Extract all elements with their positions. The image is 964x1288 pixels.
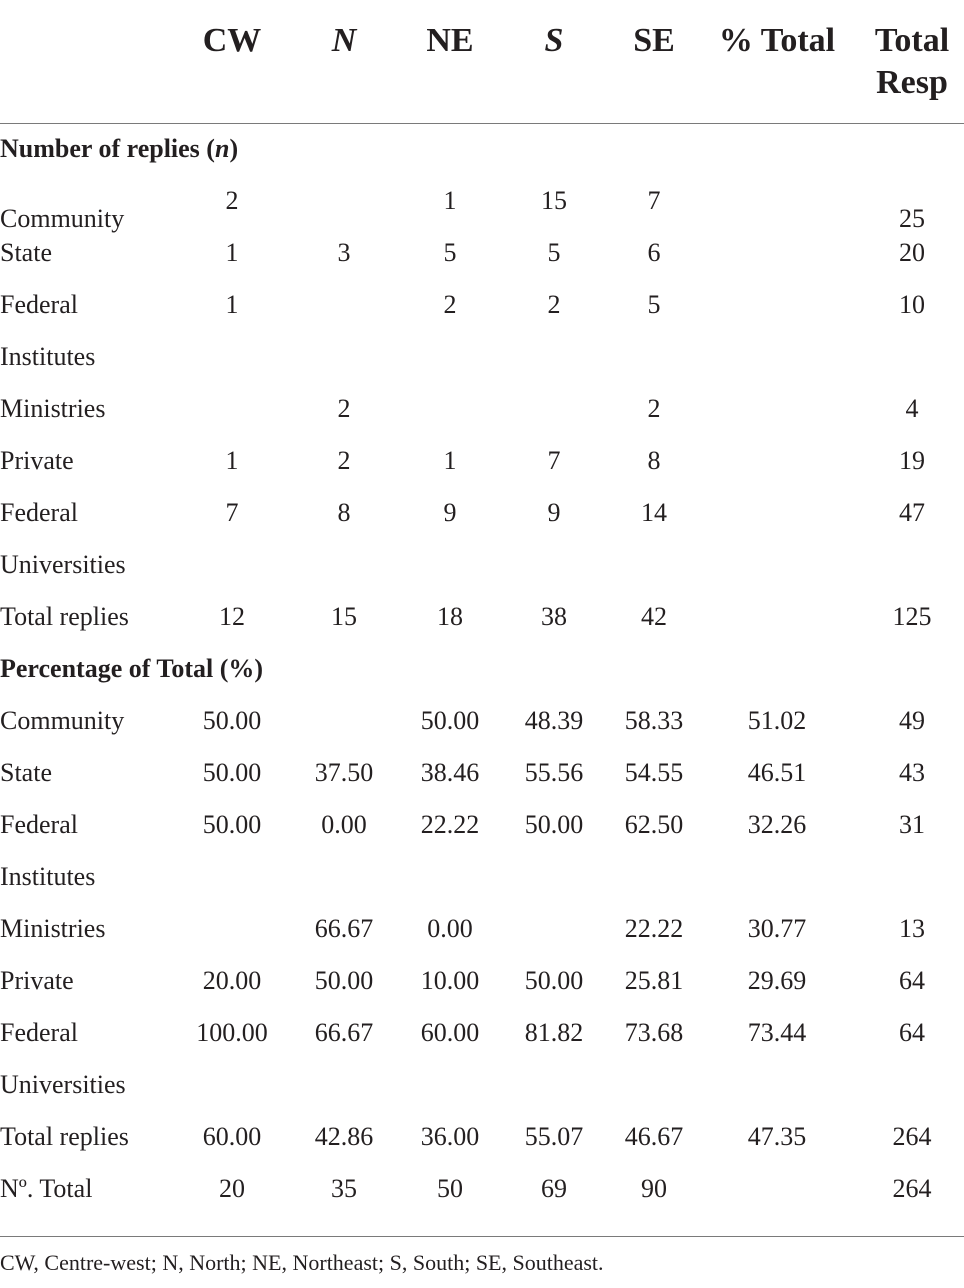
table-cell: 15 <box>541 186 567 215</box>
table-cell: 35 <box>331 1174 357 1203</box>
table-cell: 2 <box>337 394 351 423</box>
table-cell: 20 <box>219 1174 245 1203</box>
table-cell: 50.00 <box>202 810 262 839</box>
table-cell: 20.00 <box>202 966 262 995</box>
table-cell: 9 <box>443 498 457 527</box>
table-cell: 32.26 <box>747 810 807 839</box>
table-cell: 54.55 <box>624 758 684 787</box>
table-cell: 50.00 <box>314 966 374 995</box>
table-cell: 1 <box>443 186 457 215</box>
column-header: NE <box>426 22 474 59</box>
table-cell: 8 <box>337 498 351 527</box>
section-heading-close: ) <box>229 134 239 163</box>
table-cell: 7 <box>225 498 239 527</box>
table-cell: 2 <box>337 446 351 475</box>
table-cell: 47 <box>899 498 925 527</box>
table-cell: 81.82 <box>524 1018 584 1047</box>
table-cell: 51.02 <box>747 706 807 735</box>
row-label: Community <box>0 204 125 233</box>
table-cell: 29.69 <box>747 966 807 995</box>
table-cell: 62.50 <box>624 810 684 839</box>
table-cell: 125 <box>892 602 932 631</box>
table-cell: 1 <box>225 290 239 319</box>
column-header: N <box>331 22 357 59</box>
table-cell: 73.68 <box>624 1018 684 1047</box>
table-cell: 1 <box>225 446 239 475</box>
table-cell: 58.33 <box>624 706 684 735</box>
table-cell: 38 <box>541 602 567 631</box>
table-cell: 42 <box>641 602 667 631</box>
column-header: CW <box>202 22 262 59</box>
row-label: Nº. Total <box>0 1174 93 1203</box>
table-cell: 4 <box>905 394 919 423</box>
row-label: Total replies <box>0 1122 129 1151</box>
table-cell: 55.56 <box>524 758 584 787</box>
table-cell: 60.00 <box>202 1122 262 1151</box>
table-cell: 43 <box>899 758 925 787</box>
table-cell: 13 <box>899 914 925 943</box>
table-cell: 69 <box>541 1174 567 1203</box>
table-cell: 50.00 <box>202 758 262 787</box>
row-label: State <box>0 758 52 787</box>
table-cell: 1 <box>225 238 239 267</box>
table-cell: 66.67 <box>314 1018 374 1047</box>
table-cell: 25.81 <box>624 966 684 995</box>
section-heading-text: Percentage of Total (%) <box>0 654 264 683</box>
table-cell: 0.00 <box>321 810 367 839</box>
table-cell: 2 <box>443 290 457 319</box>
row-label: Universities <box>0 1070 126 1099</box>
column-header-line: Resp <box>876 64 948 101</box>
table-cell: 264 <box>892 1174 932 1203</box>
column-header <box>847 20 964 104</box>
table-cell: 50.00 <box>524 810 584 839</box>
table-cell: 36.00 <box>420 1122 480 1151</box>
table-cell: 50.00 <box>524 966 584 995</box>
table-cell: 2 <box>547 290 561 319</box>
table-cell: 46.67 <box>624 1122 684 1151</box>
table-cell: 0.00 <box>427 914 473 943</box>
row-label: Institutes <box>0 862 96 891</box>
table-cell: 2 <box>647 394 661 423</box>
table-cell: 10 <box>899 290 925 319</box>
table-cell: 19 <box>899 446 925 475</box>
table-cell: 48.39 <box>524 706 584 735</box>
table-cell: 264 <box>892 1122 932 1151</box>
table-cell: 47.35 <box>747 1122 807 1151</box>
row-label: Ministries <box>0 394 106 423</box>
table-cell: 22.22 <box>420 810 480 839</box>
table-cell: 15 <box>331 602 357 631</box>
table-cell: 30.77 <box>747 914 807 943</box>
table-cell: 31 <box>899 810 925 839</box>
table-cell: 9 <box>547 498 561 527</box>
row-label: Federal <box>0 1018 78 1047</box>
row-label: Federal <box>0 498 78 527</box>
header-rule <box>0 123 964 124</box>
table-cell: 20 <box>899 238 925 267</box>
table-cell: 7 <box>647 186 661 215</box>
column-header-line: Total <box>874 22 950 59</box>
column-header: SE <box>633 22 675 59</box>
row-label: Federal <box>0 810 78 839</box>
row-label: Private <box>0 446 74 475</box>
table-cell: 50.00 <box>202 706 262 735</box>
row-label: Universities <box>0 550 126 579</box>
table-cell: 60.00 <box>420 1018 480 1047</box>
table-cell: 46.51 <box>747 758 807 787</box>
table-cell: 6 <box>647 238 661 267</box>
column-header: S <box>544 22 564 59</box>
table-cell: 22.22 <box>624 914 684 943</box>
table-cell: 5 <box>443 238 457 267</box>
table-cell: 1 <box>443 446 457 475</box>
row-label: Federal <box>0 290 78 319</box>
table-cell: 37.50 <box>314 758 374 787</box>
table-cell: 25 <box>899 204 925 233</box>
footnote: CW, Centre-west; N, North; NE, Northeast; S, South; SE, Southeast. <box>0 1250 604 1275</box>
table-cell: 100.00 <box>196 1018 268 1047</box>
section-heading <box>0 654 263 684</box>
table-cell: 12 <box>219 602 245 631</box>
row-label: Total replies <box>0 602 129 631</box>
row-label: Community <box>0 706 125 735</box>
section-heading-variable: n <box>214 134 230 163</box>
section-heading <box>0 134 238 164</box>
table-cell: 18 <box>437 602 463 631</box>
footer-rule <box>0 1236 964 1237</box>
table-cell: 90 <box>641 1174 667 1203</box>
table-cell: 42.86 <box>314 1122 374 1151</box>
section-heading-text: Number of replies ( <box>0 134 215 163</box>
table-cell: 55.07 <box>524 1122 584 1151</box>
table-cell: 66.67 <box>314 914 374 943</box>
column-header: % Total <box>718 22 836 59</box>
row-label: Private <box>0 966 74 995</box>
row-label: Ministries <box>0 914 106 943</box>
table-cell: 50.00 <box>420 706 480 735</box>
row-label: State <box>0 238 52 267</box>
table-cell: 5 <box>647 290 661 319</box>
table-cell: 49 <box>899 706 925 735</box>
row-label: Institutes <box>0 342 96 371</box>
table-cell: 14 <box>641 498 667 527</box>
table-cell: 73.44 <box>747 1018 807 1047</box>
table-cell: 7 <box>547 446 561 475</box>
table-cell: 8 <box>647 446 661 475</box>
table-cell: 10.00 <box>420 966 480 995</box>
table-cell: 38.46 <box>420 758 480 787</box>
table-cell: 3 <box>337 238 351 267</box>
table-cell: 50 <box>437 1174 463 1203</box>
table-cell: 5 <box>547 238 561 267</box>
table-cell: 64 <box>899 966 925 995</box>
table-cell: 2 <box>225 186 239 215</box>
table-cell: 64 <box>899 1018 925 1047</box>
